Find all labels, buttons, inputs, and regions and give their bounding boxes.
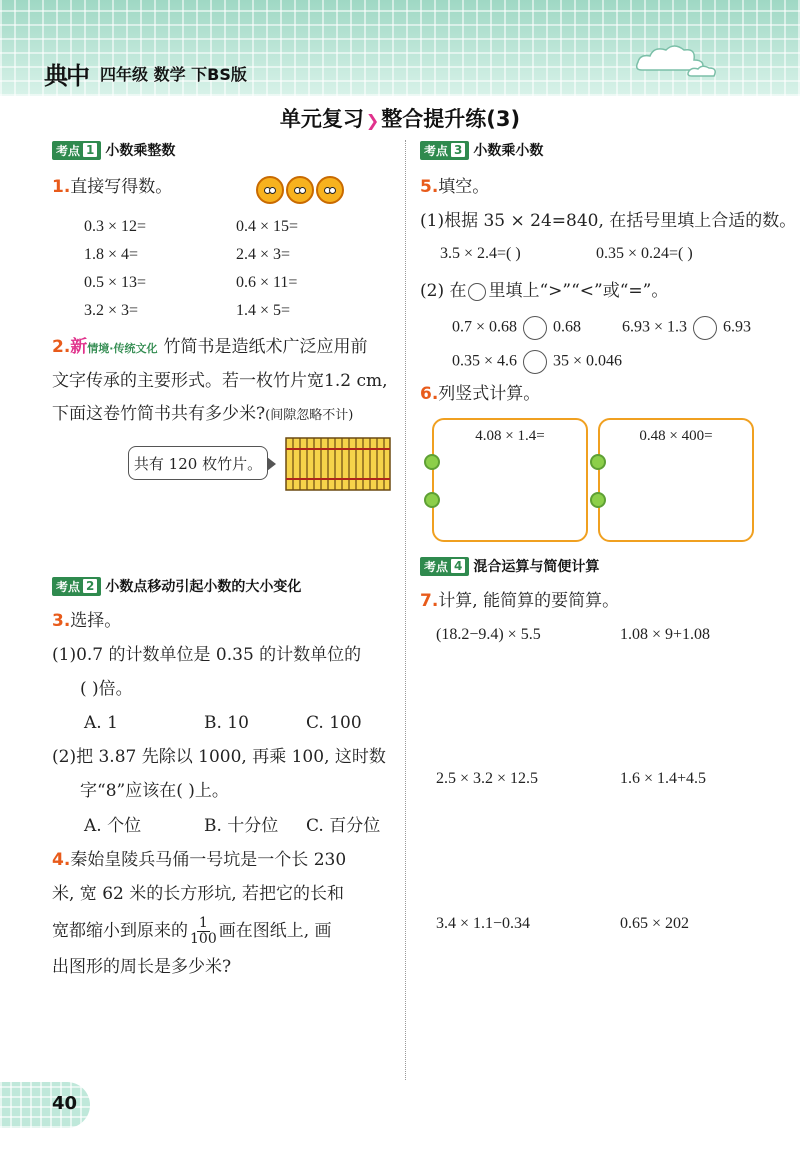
calc-expression: 0.48 × 400= — [639, 428, 713, 444]
emoji-group — [256, 176, 346, 204]
face-icon — [286, 176, 314, 204]
speech-bubble: 共有 120 枚竹片。 — [128, 446, 268, 480]
question-2-line: 文字传承的主要形式。若一枚竹片宽1.2 cm, — [52, 371, 388, 391]
question-5-line: (2) 在 里填上“>”“<”或“=”。 — [420, 281, 669, 301]
vertical-calc-box — [432, 418, 588, 542]
vertical-calc-box — [598, 418, 754, 542]
question-7: 7.计算, 能简算的要简算。 — [420, 591, 620, 611]
brand-logo: 典中 — [44, 61, 88, 90]
calc-item: 0.65 × 202 — [620, 915, 690, 932]
topic-tag-box: 考点 3 — [420, 141, 469, 160]
question-6: 6.列竖式计算。 — [420, 384, 541, 404]
series-label: 四年级 数学 下BS版 — [100, 64, 247, 84]
question-3-line: ( )倍。 — [80, 679, 133, 699]
question-4-line: 米, 宽 62 米的长方形坑, 若把它的长和 — [52, 884, 345, 904]
calc-item: 1.4 × 5= — [236, 302, 291, 319]
calc-item: 1.08 × 9+1.08 — [620, 626, 711, 643]
face-icon — [316, 176, 344, 204]
cloud-icon — [632, 40, 722, 80]
bamboo-scroll-icon — [285, 437, 391, 491]
topic-tag-text: 小数点移动引起小数的大小变化 — [105, 579, 302, 595]
compare-circle — [693, 316, 717, 340]
face-icon — [256, 176, 284, 204]
question-3-line: (1)0.7 的计数单位是 0.35 的计数单位的 — [52, 645, 362, 665]
compare-circle — [523, 350, 547, 374]
calc-item: 3.4 × 1.1−0.34 — [436, 915, 531, 932]
ring-icon — [590, 492, 606, 508]
calc-item: 1.6 × 1.4+4.5 — [620, 770, 707, 787]
topic-tag-text: 小数乘整数 — [105, 143, 176, 159]
topic-tag-box: 考点 1 — [52, 141, 101, 160]
compare-circle — [523, 316, 547, 340]
page-number: 40 — [52, 1093, 78, 1114]
context-badge: 情境·传统文化 — [87, 342, 158, 355]
option-b: B. 10 — [204, 713, 249, 733]
calc-item: 0.3 × 12= — [84, 218, 147, 235]
option-c: C. 百分位 — [306, 816, 381, 836]
page-title — [0, 103, 800, 133]
compare-item: 6.93 × 1.3 6.93 — [622, 316, 751, 340]
fill-blank: 3.5 × 2.4=( ) — [440, 245, 521, 262]
question-2: 2.新情境·传统文化 竹简书是造纸术广泛应用前 — [52, 337, 368, 357]
option-a: A. 个位 — [84, 816, 142, 836]
question-2-line: 下面这卷竹简书共有多少米?(间隙忽略不计) — [52, 404, 354, 424]
compare-circle — [468, 283, 486, 301]
fraction: $\frac{1}{100}$ — [190, 915, 217, 947]
question-3-line: 字“8”应该在( )上。 — [80, 781, 229, 801]
new-badge: 新 — [70, 337, 88, 357]
topic-tag-box: 考点 2 — [52, 577, 101, 596]
compare-item: 0.35 × 4.6 35 × 0.046 — [452, 350, 622, 374]
fill-blank: 0.35 × 0.24=( ) — [596, 245, 693, 262]
ring-icon — [424, 492, 440, 508]
calc-item: 2.4 × 3= — [236, 246, 291, 263]
column-divider — [405, 140, 406, 1080]
option-a: A. 1 — [84, 713, 118, 733]
calc-expression: 4.08 × 1.4= — [475, 428, 545, 444]
ring-icon — [424, 454, 440, 470]
calc-item: 0.6 × 11= — [236, 274, 298, 291]
calc-item: 2.5 × 3.2 × 12.5 — [436, 770, 539, 787]
topic-tag-text: 小数乘小数 — [473, 143, 544, 159]
question-1: 1.直接写得数。 — [52, 177, 173, 197]
question-3-line: (2)把 3.87 先除以 1000, 再乘 100, 这时数 — [52, 747, 386, 767]
topic-tag-2 — [52, 576, 301, 596]
topic-tag-1 — [52, 140, 175, 160]
ring-icon — [590, 454, 606, 470]
question-5: 5.填空。 — [420, 177, 490, 197]
topic-tag-text: 混合运算与简便计算 — [473, 559, 600, 575]
calc-item: 0.5 × 13= — [84, 274, 147, 291]
calc-item: 0.4 × 15= — [236, 218, 299, 235]
brand — [44, 58, 247, 88]
topic-tag-box: 考点 4 — [420, 557, 469, 576]
calc-item: 3.2 × 3= — [84, 302, 139, 319]
calc-item: 1.8 × 4= — [84, 246, 139, 263]
title-left: 单元复习 — [279, 107, 364, 131]
question-4-line: 出图形的周长是多少米? — [52, 957, 232, 977]
question-3: 3.选择。 — [52, 611, 122, 631]
topic-tag-3 — [420, 140, 543, 160]
calc-item: (18.2−9.4) × 5.5 — [436, 626, 541, 643]
option-c: C. 100 — [306, 713, 362, 733]
title-right: 整合提升练(3) — [381, 107, 521, 131]
option-b: B. 十分位 — [204, 816, 279, 836]
compare-item: 0.7 × 0.68 0.68 — [452, 316, 581, 340]
question-4-line: 宽都缩小到原来的 $\frac{1}{100}$ 画在图纸上, 画 — [52, 915, 332, 947]
question-5-line: (1)根据 35 × 24=840, 在括号里填上合适的数。 — [420, 211, 797, 231]
question-4: 4.秦始皇陵兵马俑一号坑是一个长 230 — [52, 850, 347, 870]
arrow-icon: ❯ — [365, 111, 380, 130]
topic-tag-4 — [420, 556, 599, 576]
